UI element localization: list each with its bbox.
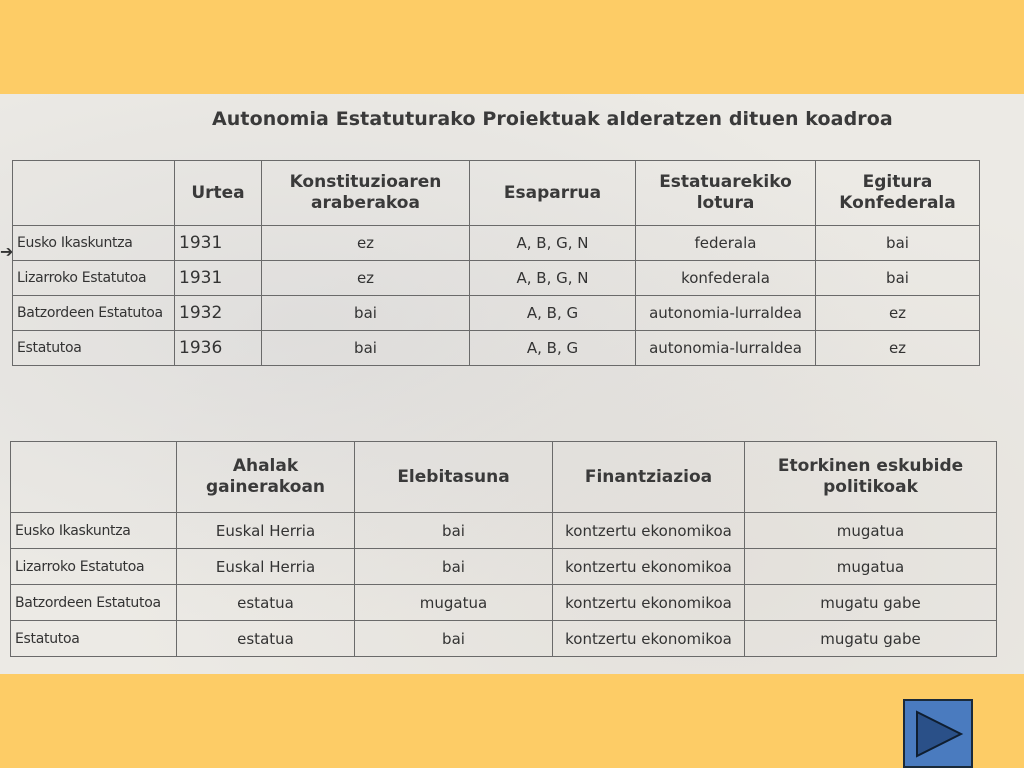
table-cell: bai bbox=[816, 226, 980, 261]
table-header-cell: Urtea bbox=[175, 161, 262, 226]
table-cell: bai bbox=[816, 261, 980, 296]
table-cell: A, B, G bbox=[470, 331, 636, 366]
table-header-row bbox=[11, 442, 997, 513]
table-cell: ez bbox=[816, 331, 980, 366]
table-header-cell: Estatuarekiko lotura bbox=[636, 161, 816, 226]
row-label: Estatutoa bbox=[13, 331, 175, 366]
table-cell: ez bbox=[816, 296, 980, 331]
table-cell: mugatu gabe bbox=[745, 621, 997, 657]
table-cell: mugatua bbox=[745, 513, 997, 549]
table-header-cell: Etorkinen eskubide politikoak bbox=[745, 442, 997, 513]
table-header-cell: Egitura Konfederala bbox=[816, 161, 980, 226]
document-title: Autonomia Estatuturako Proiektuak alderatzen dituen koadroa bbox=[212, 108, 893, 130]
row-label: Batzordeen Estatutoa bbox=[11, 585, 177, 621]
row-label: Eusko Ikaskuntza bbox=[13, 226, 175, 261]
table-cell: kontzertu ekonomikoa bbox=[553, 621, 745, 657]
table-cell: kontzertu ekonomikoa bbox=[553, 513, 745, 549]
table-cell: bai bbox=[355, 549, 553, 585]
table-header-cell bbox=[11, 442, 177, 513]
table-cell: bai bbox=[262, 331, 470, 366]
table-cell: kontzertu ekonomikoa bbox=[553, 549, 745, 585]
table-cell: estatua bbox=[177, 621, 355, 657]
table-row bbox=[11, 513, 997, 549]
next-slide-button[interactable] bbox=[903, 699, 973, 768]
table-cell: autonomia-lurraldea bbox=[636, 331, 816, 366]
row-label: Lizarroko Estatutoa bbox=[13, 261, 175, 296]
scanned-document bbox=[0, 94, 1024, 674]
table-cell: 1932 bbox=[175, 296, 262, 331]
table-row bbox=[13, 261, 980, 296]
comparison-table-1 bbox=[12, 160, 980, 366]
table-cell: A, B, G bbox=[470, 296, 636, 331]
table-cell: 1936 bbox=[175, 331, 262, 366]
row-label: Batzordeen Estatutoa bbox=[13, 296, 175, 331]
table-cell: Euskal Herria bbox=[177, 513, 355, 549]
table-cell: mugatu gabe bbox=[745, 585, 997, 621]
table-header-cell bbox=[13, 161, 175, 226]
play-right-triangle-icon bbox=[911, 708, 965, 760]
table-cell: autonomia-lurraldea bbox=[636, 296, 816, 331]
table-cell: ez bbox=[262, 226, 470, 261]
table-header-cell: Finantziazioa bbox=[553, 442, 745, 513]
table-cell: estatua bbox=[177, 585, 355, 621]
row-label: Eusko Ikaskuntza bbox=[11, 513, 177, 549]
table-cell: bai bbox=[355, 621, 553, 657]
table-row bbox=[13, 226, 980, 261]
table-cell: 1931 bbox=[175, 226, 262, 261]
table-header-cell: Elebitasuna bbox=[355, 442, 553, 513]
table-cell: Euskal Herria bbox=[177, 549, 355, 585]
table-cell: federala bbox=[636, 226, 816, 261]
table-row bbox=[13, 296, 980, 331]
table-header-row bbox=[13, 161, 980, 226]
table-cell: mugatua bbox=[745, 549, 997, 585]
comparison-table-2 bbox=[10, 441, 997, 657]
table-row bbox=[11, 585, 997, 621]
table-row bbox=[11, 621, 997, 657]
row-label: Estatutoa bbox=[11, 621, 177, 657]
table-cell: mugatua bbox=[355, 585, 553, 621]
table-cell: bai bbox=[262, 296, 470, 331]
table-row bbox=[13, 331, 980, 366]
table-cell: 1931 bbox=[175, 261, 262, 296]
table-row bbox=[11, 549, 997, 585]
table-header-cell: Ahalak gainerakoan bbox=[177, 442, 355, 513]
table-header-cell: Konstituzioaren araberakoa bbox=[262, 161, 470, 226]
table-cell: A, B, G, N bbox=[470, 261, 636, 296]
row-pointer-arrow-icon: ➔ bbox=[0, 242, 14, 261]
table-header-cell: Esaparrua bbox=[470, 161, 636, 226]
table-cell: A, B, G, N bbox=[470, 226, 636, 261]
table-cell: ez bbox=[262, 261, 470, 296]
row-label: Lizarroko Estatutoa bbox=[11, 549, 177, 585]
table-cell: bai bbox=[355, 513, 553, 549]
table-cell: kontzertu ekonomikoa bbox=[553, 585, 745, 621]
table-cell: konfederala bbox=[636, 261, 816, 296]
